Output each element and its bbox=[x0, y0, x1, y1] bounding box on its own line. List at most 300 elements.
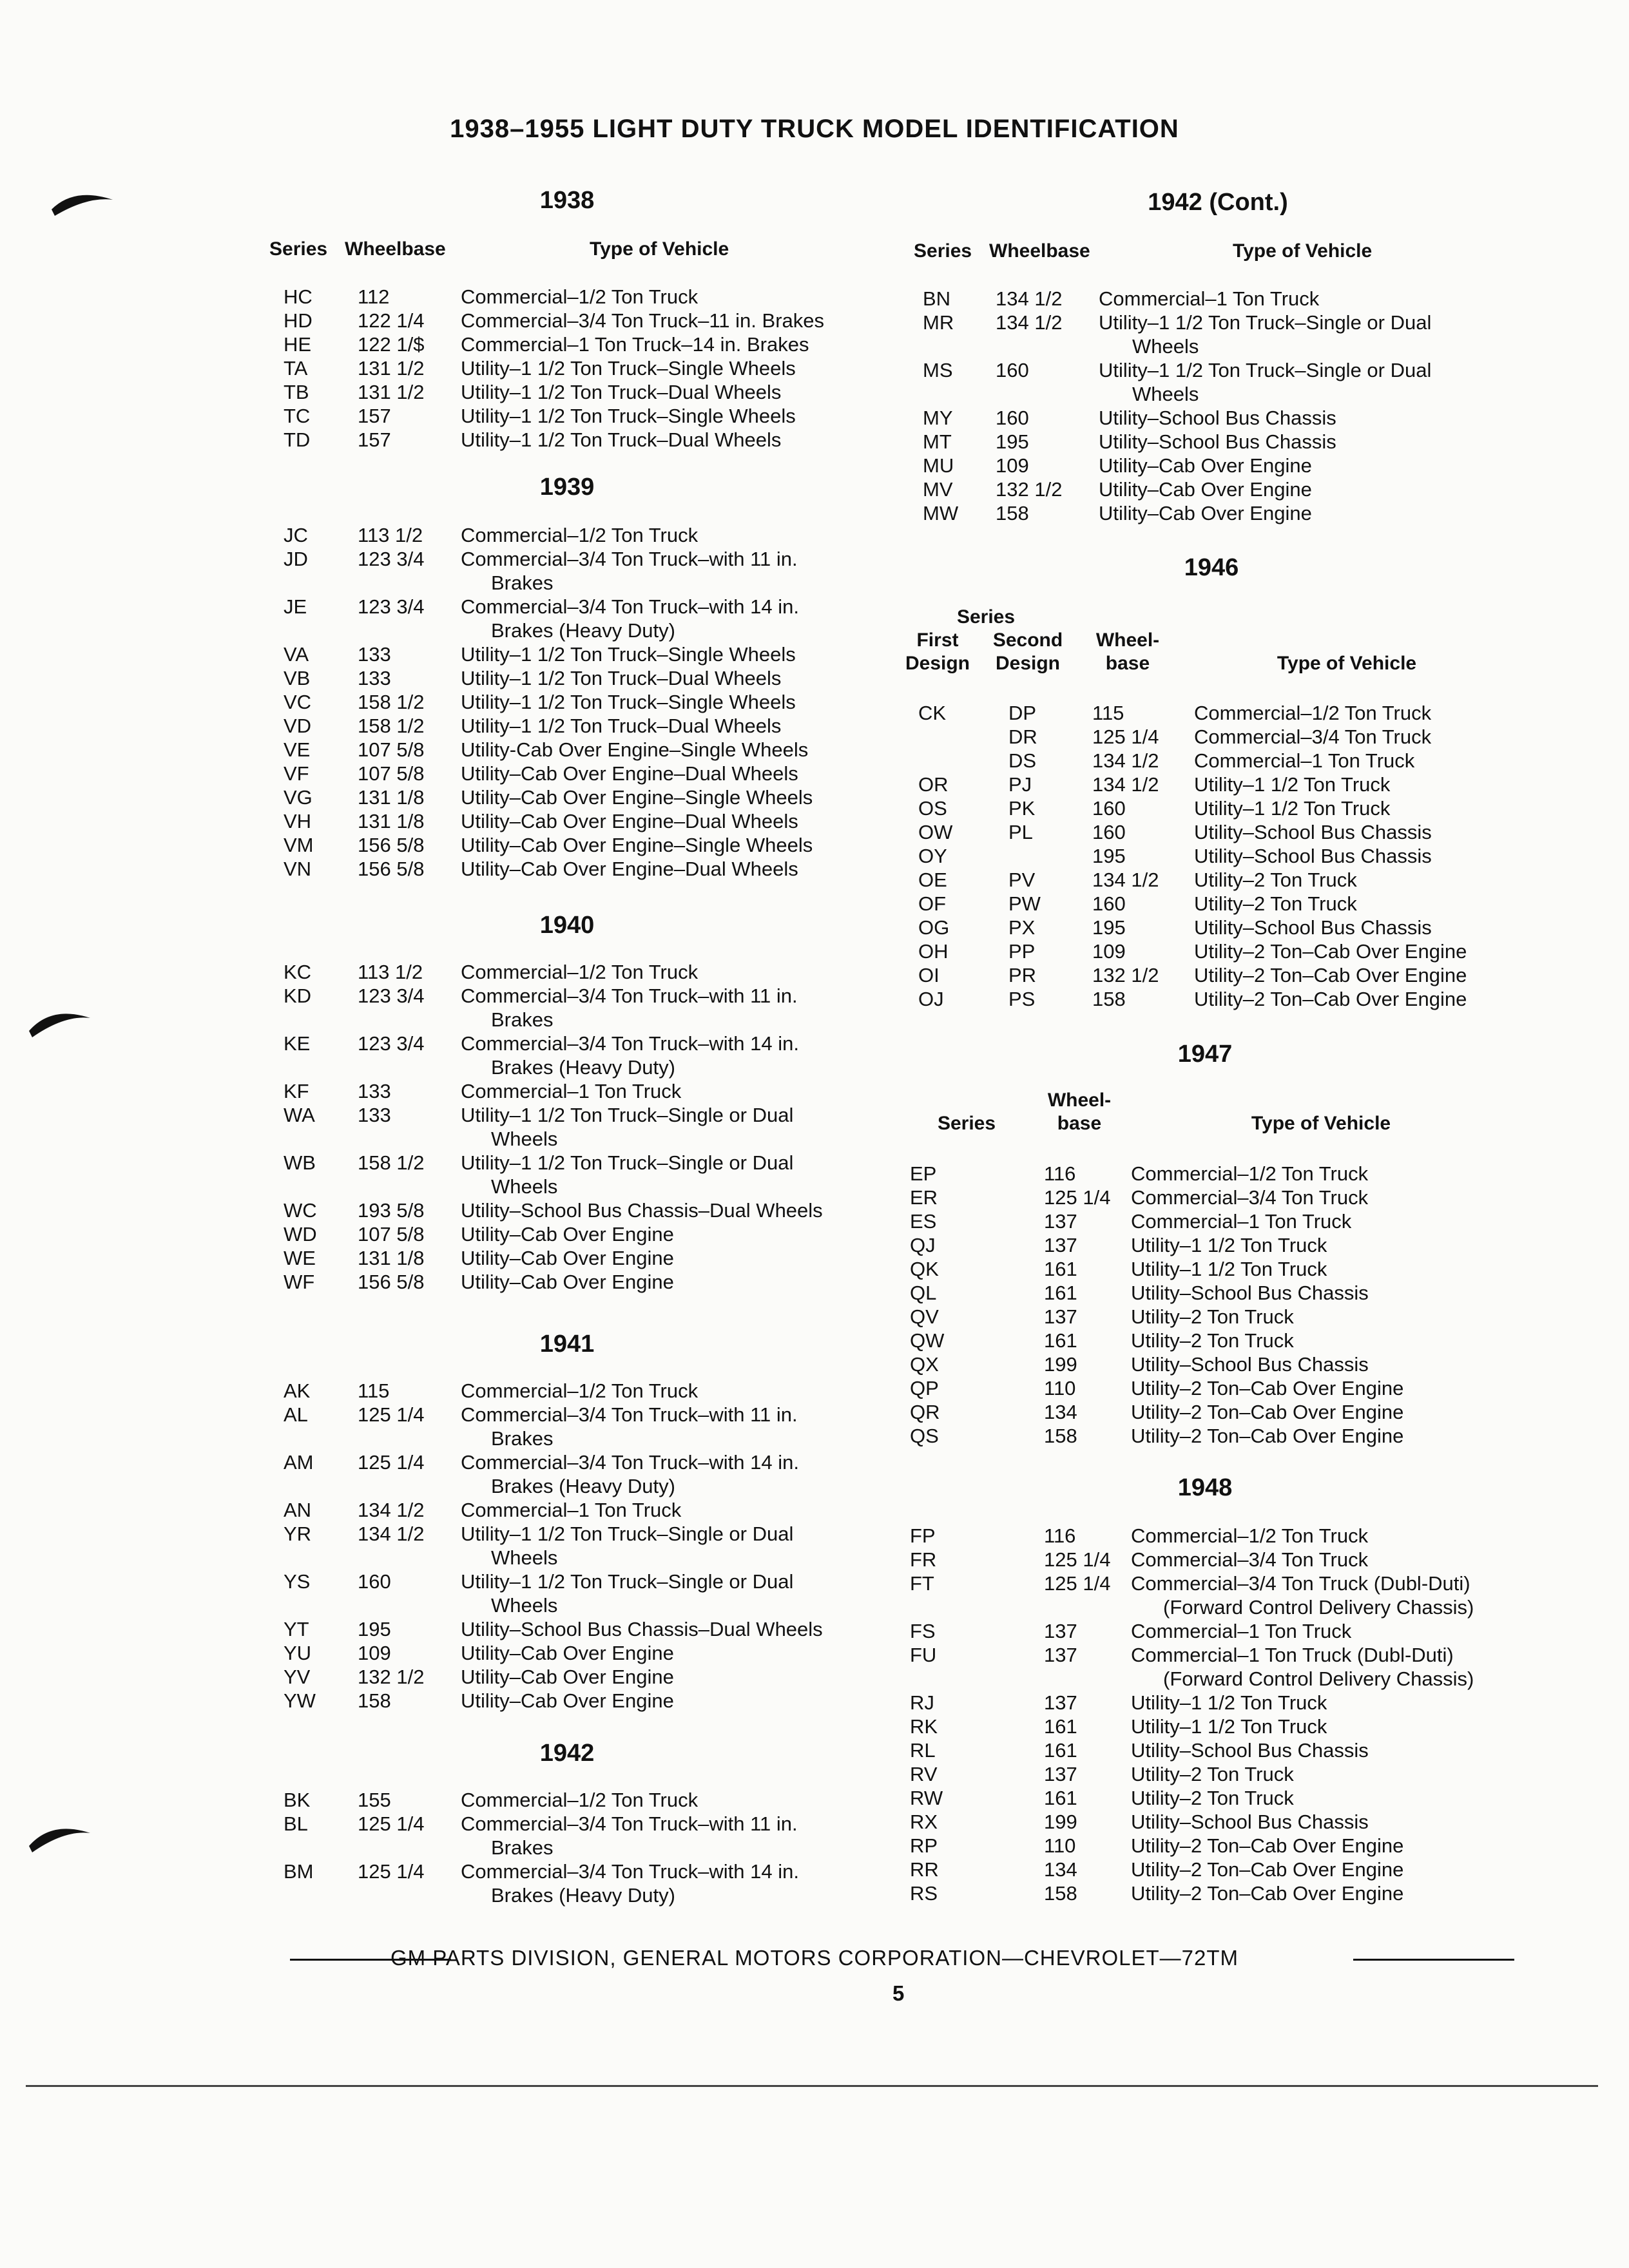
col-header-series-1946: Series bbox=[956, 606, 1016, 628]
series-code: FR bbox=[910, 1548, 937, 1571]
vehicle-type: Commercial–1 Ton Truck bbox=[1099, 287, 1320, 310]
series-code: MV bbox=[923, 478, 953, 501]
vehicle-type: Utility–2 Ton–Cab Over Engine bbox=[1194, 940, 1467, 963]
series-code: WE bbox=[284, 1247, 316, 1269]
series-code: QX bbox=[910, 1353, 939, 1376]
vehicle-type-continued: Wheels bbox=[491, 1546, 558, 1569]
wheelbase-value: 131 1/8 bbox=[358, 810, 425, 832]
wheelbase-value: 113 1/2 bbox=[358, 961, 423, 983]
wheelbase-value: 116 bbox=[1044, 1162, 1076, 1185]
wheelbase-value: 158 bbox=[1044, 1882, 1077, 1905]
wheelbase-value: 125 1/4 bbox=[358, 1403, 425, 1426]
wheelbase-value: 131 1/8 bbox=[358, 1247, 425, 1269]
series-code: VM bbox=[284, 834, 314, 856]
series-code: JD bbox=[284, 548, 308, 570]
vehicle-type: Utility–1 1/2 Ton Truck–Single or Dual bbox=[461, 1570, 794, 1593]
series-code: QL bbox=[910, 1282, 937, 1304]
wheelbase-value: 137 bbox=[1044, 1644, 1077, 1666]
second-design-code: DP bbox=[1008, 702, 1037, 724]
vehicle-type: Commercial–3/4 Ton Truck bbox=[1131, 1548, 1369, 1571]
series-code: ES bbox=[910, 1210, 937, 1233]
vehicle-type-continued: Brakes bbox=[491, 572, 554, 594]
series-code: VC bbox=[284, 691, 312, 713]
wheelbase-value: 109 bbox=[358, 1642, 391, 1664]
year-heading-1940: 1940 bbox=[539, 912, 595, 939]
page-title: 1938–1955 LIGHT DUTY TRUCK MODEL IDENTIFICATION bbox=[450, 115, 1179, 143]
wheelbase-value: 134 1/2 bbox=[358, 1523, 425, 1545]
vehicle-type: Utility–School Bus Chassis bbox=[1194, 821, 1432, 843]
wheelbase-value: 134 bbox=[1044, 1858, 1077, 1881]
series-code: YS bbox=[284, 1570, 311, 1593]
wheelbase-value: 161 bbox=[1044, 1329, 1077, 1352]
vehicle-type: Utility–1 1/2 Ton Truck bbox=[1131, 1234, 1327, 1256]
series-code: MW bbox=[923, 502, 959, 524]
series-code: FP bbox=[910, 1524, 936, 1547]
wheelbase-value: 110 bbox=[1044, 1834, 1076, 1857]
wheelbase-value: 137 bbox=[1044, 1234, 1077, 1256]
series-code: HE bbox=[284, 333, 312, 356]
wheelbase-value: 161 bbox=[1044, 1739, 1077, 1762]
wheelbase-value: 160 bbox=[1092, 821, 1126, 843]
series-code: HC bbox=[284, 285, 313, 308]
vehicle-type: Commercial–3/4 Ton Truck–with 14 in. bbox=[461, 595, 799, 618]
vehicle-type: Utility–1 1/2 Ton Truck–Single Wheels bbox=[461, 405, 796, 427]
series-code: TC bbox=[284, 405, 311, 427]
series-code: QR bbox=[910, 1401, 940, 1423]
footer-rule-right bbox=[1353, 1959, 1514, 1961]
wheelbase-value: 137 bbox=[1044, 1620, 1077, 1642]
vehicle-type: Commercial–3/4 Ton Truck (Dubl-Duti) bbox=[1131, 1572, 1470, 1595]
wheelbase-value: 132 1/2 bbox=[996, 478, 1063, 501]
vehicle-type: Utility–2 Ton Truck bbox=[1194, 869, 1357, 891]
wheelbase-value: 158 bbox=[1044, 1425, 1077, 1447]
series-code: RW bbox=[910, 1787, 943, 1809]
series-code: WD bbox=[284, 1223, 317, 1245]
wheelbase-value: 156 5/8 bbox=[358, 858, 425, 880]
col-header-type-1947: Type of Vehicle bbox=[1251, 1113, 1391, 1134]
wheelbase-value: 158 1/2 bbox=[358, 1151, 425, 1174]
col-header-series: Series bbox=[269, 238, 328, 260]
series-code: MU bbox=[923, 454, 954, 477]
second-design-code: PP bbox=[1008, 940, 1036, 963]
second-design-code: PX bbox=[1008, 916, 1036, 939]
first-design-code: OS bbox=[918, 797, 947, 820]
vehicle-type: Utility–1 1/2 Ton Truck–Dual Wheels bbox=[461, 428, 782, 451]
wheelbase-value: 122 1/$ bbox=[358, 333, 425, 356]
series-code: MT bbox=[923, 430, 952, 453]
vehicle-type: Commercial–1/2 Ton Truck bbox=[461, 961, 699, 983]
series-code: VF bbox=[284, 762, 309, 785]
vehicle-type: Utility–1 1/2 Ton Truck–Single Wheels bbox=[461, 691, 796, 713]
wheelbase-value: 125 1/4 bbox=[358, 1812, 425, 1835]
first-design-code: OW bbox=[918, 821, 953, 843]
wheelbase-value: 109 bbox=[1092, 940, 1126, 963]
vehicle-type: Utility–Cab Over Engine–Dual Wheels bbox=[461, 810, 798, 832]
wheelbase-value: 137 bbox=[1044, 1210, 1077, 1233]
vehicle-type: Commercial–3/4 Ton Truck–with 14 in. bbox=[461, 1860, 799, 1883]
year-heading-1941: 1941 bbox=[539, 1331, 595, 1358]
binder-mark-icon bbox=[26, 1817, 97, 1856]
series-code: FT bbox=[910, 1572, 934, 1595]
wheelbase-value: 125 1/4 bbox=[1044, 1548, 1111, 1571]
vehicle-type: Commercial–3/4 Ton Truck–with 11 in. bbox=[461, 985, 798, 1007]
wheelbase-value: 115 bbox=[358, 1379, 390, 1402]
series-code: KF bbox=[284, 1080, 309, 1102]
vehicle-type-continued: Brakes bbox=[491, 1008, 554, 1031]
wheelbase-value: 125 1/4 bbox=[358, 1451, 425, 1474]
vehicle-type: Utility–2 Ton–Cab Over Engine bbox=[1131, 1858, 1404, 1881]
wheelbase-value: 123 3/4 bbox=[358, 548, 425, 570]
wheelbase-value: 193 5/8 bbox=[358, 1199, 425, 1222]
wheelbase-value: 131 1/2 bbox=[358, 381, 425, 403]
year-heading-1942: 1942 bbox=[539, 1740, 595, 1767]
wheelbase-value: 157 bbox=[358, 405, 391, 427]
series-code: TA bbox=[284, 357, 308, 380]
vehicle-type: Commercial–1 Ton Truck bbox=[1131, 1210, 1352, 1233]
series-code: MR bbox=[923, 311, 954, 334]
vehicle-type: Utility–1 1/2 Ton Truck–Dual Wheels bbox=[461, 381, 782, 403]
col-header-series-r: Series bbox=[914, 240, 972, 262]
series-code: WC bbox=[284, 1199, 317, 1222]
year-heading-1939: 1939 bbox=[539, 474, 595, 501]
vehicle-type: Commercial–1 Ton Truck bbox=[1131, 1620, 1352, 1642]
wheelbase-value: 195 bbox=[358, 1618, 391, 1640]
vehicle-type: Utility–Cab Over Engine bbox=[461, 1247, 674, 1269]
year-heading-1947: 1947 bbox=[1177, 1041, 1233, 1068]
vehicle-type: Commercial–3/4 Ton Truck–with 14 in. bbox=[461, 1032, 799, 1055]
series-code: WF bbox=[284, 1271, 315, 1293]
wheelbase-value: 131 1/2 bbox=[358, 357, 425, 380]
col-header-series-1947: Series bbox=[937, 1113, 996, 1134]
series-code: RP bbox=[910, 1834, 938, 1857]
vehicle-type: Commercial–1/2 Ton Truck bbox=[461, 1789, 699, 1811]
vehicle-type: Utility–Cab Over Engine bbox=[1099, 502, 1312, 524]
wheelbase-value: 125 1/4 bbox=[1092, 726, 1159, 748]
year-heading-1948: 1948 bbox=[1177, 1474, 1233, 1501]
series-code: WA bbox=[284, 1104, 315, 1126]
series-code: RK bbox=[910, 1715, 938, 1738]
vehicle-type: Commercial–3/4 Ton Truck–with 11 in. bbox=[461, 548, 798, 570]
vehicle-type: Commercial–1/2 Ton Truck bbox=[1194, 702, 1432, 724]
vehicle-type: Commercial–1/2 Ton Truck bbox=[461, 285, 699, 308]
wheelbase-value: 158 bbox=[996, 502, 1029, 524]
series-code: YW bbox=[284, 1689, 316, 1712]
vehicle-type: Utility–Cab Over Engine bbox=[1099, 478, 1312, 501]
wheelbase-value: 158 bbox=[358, 1689, 391, 1712]
series-code: JC bbox=[284, 524, 308, 546]
vehicle-type: Commercial–3/4 Ton Truck–11 in. Brakes bbox=[461, 309, 824, 332]
vehicle-type-continued: Brakes bbox=[491, 1836, 554, 1859]
wheelbase-value: 160 bbox=[996, 359, 1029, 381]
wheelbase-value: 160 bbox=[1092, 892, 1126, 915]
vehicle-type: Commercial–3/4 Ton Truck bbox=[1131, 1186, 1369, 1209]
wheelbase-value: 158 1/2 bbox=[358, 691, 425, 713]
vehicle-type-continued: Brakes (Heavy Duty) bbox=[491, 1475, 675, 1497]
wheelbase-value: 107 5/8 bbox=[358, 738, 425, 761]
series-code: BK bbox=[284, 1789, 311, 1811]
first-design-code: OG bbox=[918, 916, 950, 939]
vehicle-type: Utility–School Bus Chassis–Dual Wheels bbox=[461, 1199, 823, 1222]
series-code: TB bbox=[284, 381, 309, 403]
second-design-code: PJ bbox=[1008, 773, 1032, 796]
wheelbase-value: 157 bbox=[358, 428, 391, 451]
series-code: QS bbox=[910, 1425, 939, 1447]
series-code: EP bbox=[910, 1162, 937, 1185]
col-header-base-1947: base bbox=[1057, 1113, 1102, 1134]
wheelbase-value: 133 bbox=[358, 667, 391, 689]
series-code: AM bbox=[284, 1451, 314, 1474]
vehicle-type: Utility–1 1/2 Ton Truck bbox=[1131, 1691, 1327, 1714]
vehicle-type: Utility–1 1/2 Ton Truck bbox=[1194, 773, 1391, 796]
col-header-first: First bbox=[916, 629, 959, 651]
vehicle-type: Utility–2 Ton Truck bbox=[1131, 1787, 1294, 1809]
wheelbase-value: 122 1/4 bbox=[358, 309, 425, 332]
vehicle-type: Utility–2 Ton–Cab Over Engine bbox=[1131, 1834, 1404, 1857]
vehicle-type: Utility–2 Ton Truck bbox=[1194, 892, 1357, 915]
wheelbase-value: 195 bbox=[1092, 845, 1126, 867]
series-code: KD bbox=[284, 985, 312, 1007]
series-code: MS bbox=[923, 359, 953, 381]
wheelbase-value: 134 1/2 bbox=[996, 287, 1063, 310]
wheelbase-value: 158 1/2 bbox=[358, 715, 425, 737]
second-design-code: PW bbox=[1008, 892, 1041, 915]
wheelbase-value: 115 bbox=[1092, 702, 1124, 724]
col-header-design1: Design bbox=[905, 653, 970, 674]
series-code: AK bbox=[284, 1379, 311, 1402]
wheelbase-value: 137 bbox=[1044, 1305, 1077, 1328]
series-code: BM bbox=[284, 1860, 314, 1883]
wheelbase-value: 199 bbox=[1044, 1353, 1077, 1376]
series-code: FS bbox=[910, 1620, 936, 1642]
series-code: RR bbox=[910, 1858, 939, 1881]
vehicle-type: Utility–School Bus Chassis bbox=[1131, 1282, 1369, 1304]
wheelbase-value: 133 bbox=[358, 1080, 391, 1102]
year-heading-1942-cont: 1942 (Cont.) bbox=[1148, 189, 1288, 216]
col-header-base-1946: base bbox=[1105, 653, 1150, 674]
vehicle-type: Utility–1 1/2 Ton Truck–Single or Dual bbox=[461, 1523, 794, 1545]
vehicle-type: Utility–2 Ton Truck bbox=[1131, 1329, 1294, 1352]
vehicle-type: Utility–2 Ton–Cab Over Engine bbox=[1194, 964, 1467, 986]
wheelbase-value: 137 bbox=[1044, 1691, 1077, 1714]
col-header-wheelbase: Wheelbase bbox=[345, 238, 446, 260]
vehicle-type: Commercial–1 Ton Truck bbox=[461, 1499, 682, 1521]
wheelbase-value: 131 1/8 bbox=[358, 786, 425, 809]
series-code: JE bbox=[284, 595, 307, 618]
vehicle-type: Utility–2 Ton Truck bbox=[1131, 1763, 1294, 1785]
series-code: VH bbox=[284, 810, 312, 832]
series-code: VG bbox=[284, 786, 313, 809]
series-code: AL bbox=[284, 1403, 308, 1426]
vehicle-type-continued: Brakes bbox=[491, 1427, 554, 1450]
vehicle-type: Utility–School Bus Chassis–Dual Wheels bbox=[461, 1618, 823, 1640]
second-design-code: PK bbox=[1008, 797, 1036, 820]
series-code: FU bbox=[910, 1644, 937, 1666]
wheelbase-value: 160 bbox=[358, 1570, 391, 1593]
series-code: AN bbox=[284, 1499, 312, 1521]
vehicle-type: Utility–Cab Over Engine bbox=[461, 1271, 674, 1293]
series-code: QP bbox=[910, 1377, 939, 1399]
vehicle-type: Utility–School Bus Chassis bbox=[1099, 407, 1336, 429]
vehicle-type: Utility–2 Ton–Cab Over Engine bbox=[1131, 1377, 1404, 1399]
wheelbase-value: 125 1/4 bbox=[1044, 1572, 1111, 1595]
vehicle-type: Utility–1 1/2 Ton Truck–Single or Dual bbox=[461, 1151, 794, 1174]
series-code: VN bbox=[284, 858, 312, 880]
first-design-code: OY bbox=[918, 845, 947, 867]
series-code: RL bbox=[910, 1739, 936, 1762]
vehicle-type: Utility–Cab Over Engine–Dual Wheels bbox=[461, 858, 798, 880]
series-code: BL bbox=[284, 1812, 308, 1835]
vehicle-type: Utility–1 1/2 Ton Truck–Single or Dual bbox=[461, 1104, 794, 1126]
wheelbase-value: 123 3/4 bbox=[358, 1032, 425, 1055]
series-code: TD bbox=[284, 428, 311, 451]
wheelbase-value: 156 5/8 bbox=[358, 1271, 425, 1293]
vehicle-type: Commercial–1/2 Ton Truck bbox=[461, 1379, 699, 1402]
second-design-code: PV bbox=[1008, 869, 1036, 891]
wheelbase-value: 134 bbox=[1044, 1401, 1077, 1423]
vehicle-type: Utility–1 1/2 Ton Truck bbox=[1131, 1258, 1327, 1280]
first-design-code: OH bbox=[918, 940, 949, 963]
series-code: RJ bbox=[910, 1691, 934, 1714]
year-heading-1946: 1946 bbox=[1184, 554, 1239, 581]
first-design-code: OF bbox=[918, 892, 947, 915]
vehicle-type: Utility–Cab Over Engine bbox=[461, 1223, 674, 1245]
vehicle-type: Utility–1 1/2 Ton Truck–Single Wheels bbox=[461, 643, 796, 666]
vehicle-type-continued: Brakes (Heavy Duty) bbox=[491, 1056, 675, 1079]
vehicle-type: Utility–School Bus Chassis bbox=[1194, 845, 1432, 867]
vehicle-type: Utility–2 Ton–Cab Over Engine bbox=[1131, 1425, 1404, 1447]
vehicle-type: Utility–2 Ton–Cab Over Engine bbox=[1131, 1882, 1404, 1905]
wheelbase-value: 160 bbox=[1092, 797, 1126, 820]
col-header-type-r: Type of Vehicle bbox=[1233, 240, 1373, 262]
vehicle-type: Utility–Cab Over Engine bbox=[461, 1666, 674, 1688]
vehicle-type: Utility–Cab Over Engine–Single Wheels bbox=[461, 786, 813, 809]
vehicle-type: Commercial–1/2 Ton Truck bbox=[1131, 1162, 1369, 1185]
vehicle-type: Commercial–3/4 Ton Truck–with 11 in. bbox=[461, 1812, 798, 1835]
wheelbase-value: 134 1/2 bbox=[1092, 869, 1159, 891]
vehicle-type: Commercial–1 Ton Truck–14 in. Brakes bbox=[461, 333, 809, 356]
series-code: YV bbox=[284, 1666, 311, 1688]
col-header-wheelbase-r: Wheelbase bbox=[989, 240, 1090, 262]
wheelbase-value: 125 1/4 bbox=[358, 1860, 425, 1883]
vehicle-type-continued: Brakes (Heavy Duty) bbox=[491, 1884, 675, 1907]
series-code: VD bbox=[284, 715, 312, 737]
wheelbase-value: 161 bbox=[1044, 1282, 1077, 1304]
vehicle-type: Utility–1 1/2 Ton Truck bbox=[1131, 1715, 1327, 1738]
wheelbase-value: 158 bbox=[1092, 988, 1126, 1010]
wheelbase-value: 113 1/2 bbox=[358, 524, 423, 546]
first-design-code: OI bbox=[918, 964, 940, 986]
vehicle-type: Utility–2 Ton–Cab Over Engine bbox=[1131, 1401, 1404, 1423]
vehicle-type-continued: Wheels bbox=[491, 1594, 558, 1617]
wheelbase-value: 137 bbox=[1044, 1763, 1077, 1785]
wheelbase-value: 160 bbox=[996, 407, 1029, 429]
series-code: QW bbox=[910, 1329, 945, 1352]
wheelbase-value: 110 bbox=[1044, 1377, 1076, 1399]
series-code: QV bbox=[910, 1305, 939, 1328]
wheelbase-value: 134 1/2 bbox=[358, 1499, 425, 1521]
vehicle-type: Commercial–1 Ton Truck (Dubl-Duti) bbox=[1131, 1644, 1454, 1666]
vehicle-type: Utility-Cab Over Engine–Single Wheels bbox=[461, 738, 809, 761]
second-design-code: PS bbox=[1008, 988, 1036, 1010]
page-edge-line bbox=[26, 2085, 1598, 2087]
col-header-wheel-1947: Wheel- bbox=[1047, 1090, 1112, 1111]
wheelbase-value: 109 bbox=[996, 454, 1029, 477]
second-design-code: PL bbox=[1008, 821, 1033, 843]
vehicle-type: Commercial–3/4 Ton Truck–with 14 in. bbox=[461, 1451, 799, 1474]
wheelbase-value: 161 bbox=[1044, 1787, 1077, 1809]
first-design-code: OJ bbox=[918, 988, 944, 1010]
col-header-type: Type of Vehicle bbox=[590, 238, 729, 260]
wheelbase-value: 199 bbox=[1044, 1811, 1077, 1833]
wheelbase-value: 195 bbox=[996, 430, 1029, 453]
wheelbase-value: 134 1/2 bbox=[1092, 773, 1159, 796]
series-code: HD bbox=[284, 309, 313, 332]
vehicle-type: Commercial–1/2 Ton Truck bbox=[461, 524, 699, 546]
vehicle-type: Utility–1 1/2 Ton Truck–Single Wheels bbox=[461, 357, 796, 380]
col-header-design2: Design bbox=[995, 653, 1061, 674]
wheelbase-value: 156 5/8 bbox=[358, 834, 425, 856]
year-heading-1938: 1938 bbox=[539, 187, 595, 214]
wheelbase-value: 155 bbox=[358, 1789, 391, 1811]
vehicle-type-continued: Wheels bbox=[1132, 383, 1199, 405]
wheelbase-value: 123 3/4 bbox=[358, 985, 425, 1007]
vehicle-type: Utility–Cab Over Engine bbox=[461, 1689, 674, 1712]
wheelbase-value: 125 1/4 bbox=[1044, 1186, 1111, 1209]
first-design-code: OE bbox=[918, 869, 947, 891]
series-code: RV bbox=[910, 1763, 938, 1785]
series-code: ER bbox=[910, 1186, 938, 1209]
series-code: QK bbox=[910, 1258, 939, 1280]
vehicle-type-continued: Brakes (Heavy Duty) bbox=[491, 619, 675, 642]
series-code: RS bbox=[910, 1882, 938, 1905]
series-code: MY bbox=[923, 407, 953, 429]
series-code: BN bbox=[923, 287, 951, 310]
vehicle-type: Utility–School Bus Chassis bbox=[1131, 1353, 1369, 1376]
vehicle-type: Utility–School Bus Chassis bbox=[1099, 430, 1336, 453]
series-code: WB bbox=[284, 1151, 316, 1174]
second-design-code: PR bbox=[1008, 964, 1037, 986]
wheelbase-value: 134 1/2 bbox=[996, 311, 1063, 334]
page-number: 5 bbox=[892, 1981, 905, 2005]
col-header-second: Second bbox=[992, 629, 1063, 651]
vehicle-type: Utility–School Bus Chassis bbox=[1194, 916, 1432, 939]
vehicle-type: Utility–1 1/2 Ton Truck bbox=[1194, 797, 1391, 820]
second-design-code: DS bbox=[1008, 749, 1037, 772]
vehicle-type: Utility–School Bus Chassis bbox=[1131, 1739, 1369, 1762]
first-design-code: OR bbox=[918, 773, 949, 796]
wheelbase-value: 133 bbox=[358, 1104, 391, 1126]
vehicle-type-continued: Wheels bbox=[1132, 335, 1199, 358]
series-code: VE bbox=[284, 738, 311, 761]
series-code: RX bbox=[910, 1811, 938, 1833]
vehicle-type: Utility–Cab Over Engine–Dual Wheels bbox=[461, 762, 798, 785]
wheelbase-value: 107 5/8 bbox=[358, 1223, 425, 1245]
vehicle-type: Commercial–1 Ton Truck bbox=[1194, 749, 1415, 772]
series-code: QJ bbox=[910, 1234, 936, 1256]
series-code: YT bbox=[284, 1618, 309, 1640]
vehicle-type: Utility–Cab Over Engine bbox=[461, 1642, 674, 1664]
vehicle-type: Utility–1 1/2 Ton Truck–Dual Wheels bbox=[461, 667, 782, 689]
second-design-code: DR bbox=[1008, 726, 1037, 748]
col-header-wheel-1946: Wheel- bbox=[1095, 629, 1160, 651]
wheelbase-value: 107 5/8 bbox=[358, 762, 425, 785]
wheelbase-value: 123 3/4 bbox=[358, 595, 425, 618]
series-code: YR bbox=[284, 1523, 312, 1545]
col-header-type-1946: Type of Vehicle bbox=[1277, 653, 1417, 674]
binder-mark-icon bbox=[26, 1002, 97, 1041]
vehicle-type: Utility–1 1/2 Ton Truck–Dual Wheels bbox=[461, 715, 782, 737]
series-code: KC bbox=[284, 961, 312, 983]
